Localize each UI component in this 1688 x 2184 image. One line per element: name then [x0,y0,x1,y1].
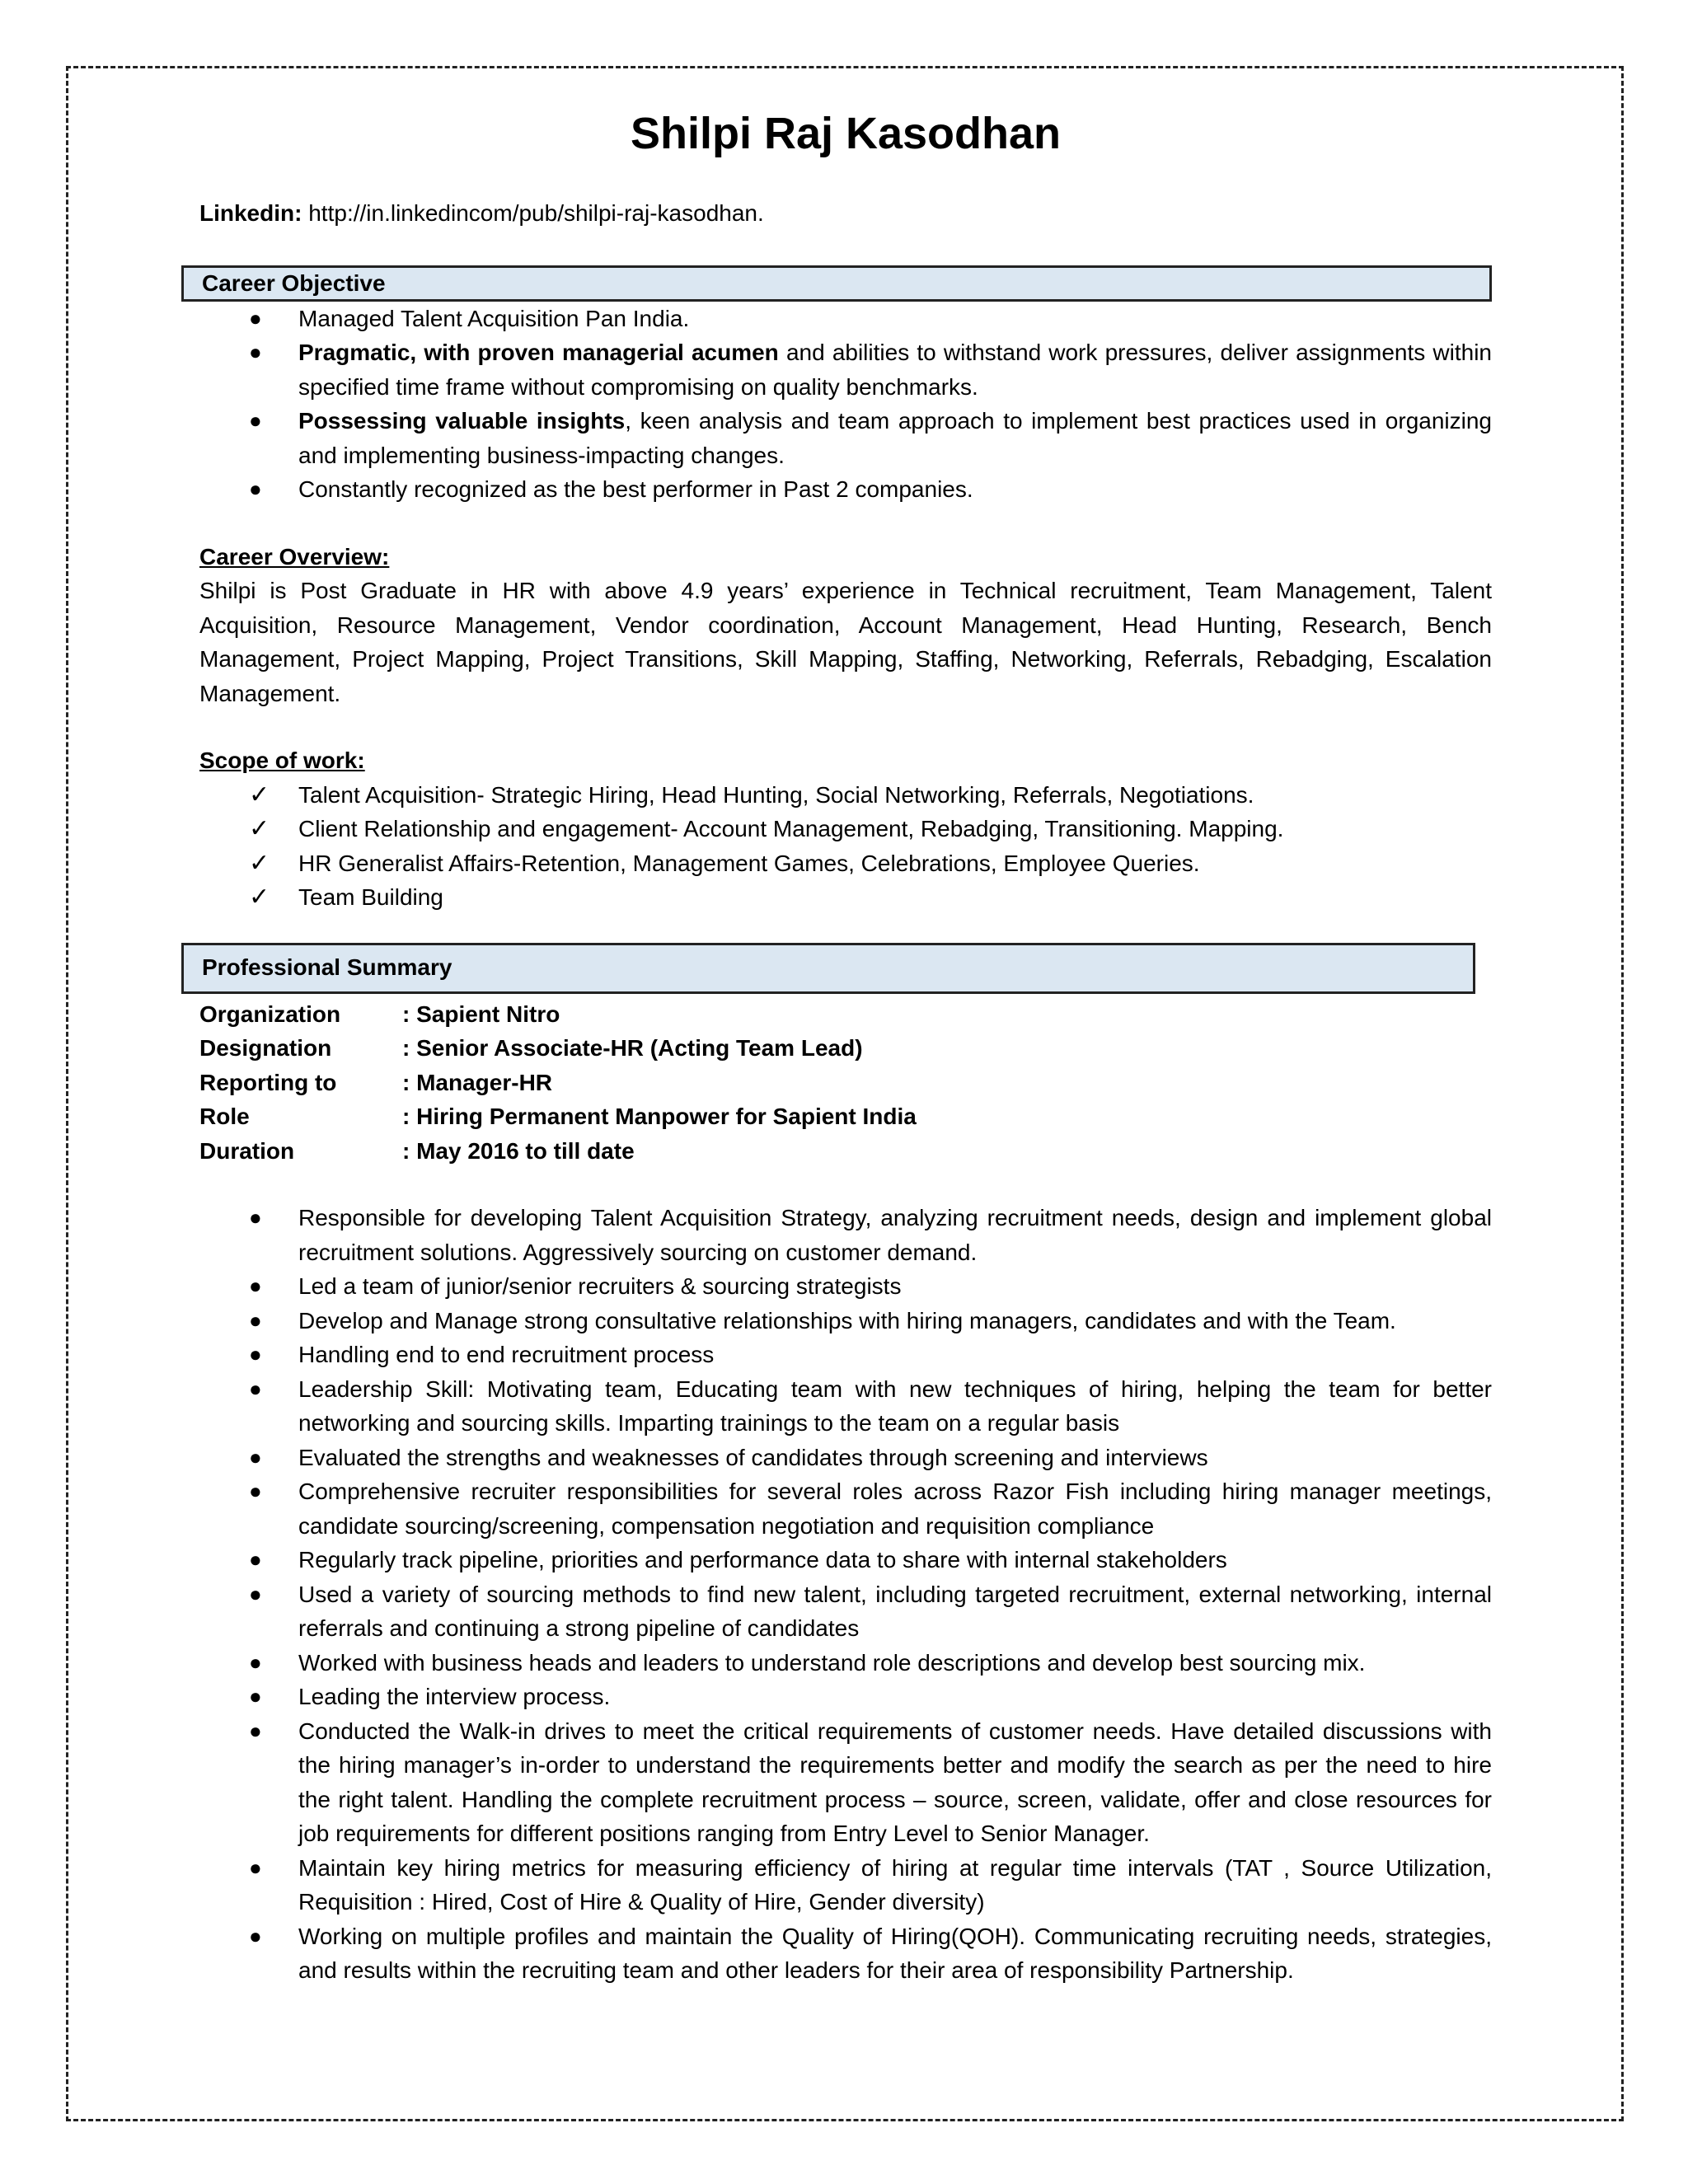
list-item: ✓ Talent Acquisition- Strategic Hiring, Head Hunting, Social Networking, Referrals, Negotiations. [199,778,1492,813]
checkmark-icon: ✓ [249,849,270,877]
bullet-icon: ● [249,1479,262,1503]
bullet-icon: ● [249,1649,262,1675]
scope-of-work-heading: Scope of work: [199,748,365,773]
list-item: ● Leadership Skill: Motivating team, Educating team with new techniques of hiring, helping the team for better networking and sourcing skills. Imparting trainings to the team on a regular basis [199,1372,1492,1441]
list-item: ● Handling end to end recruitment process [199,1338,1492,1372]
bullet-icon: ● [249,408,262,433]
job-detail-row: Organization : Sapient Nitro [199,1001,560,1027]
bullet-icon: ● [249,1444,262,1469]
job-details [199,997,1492,1169]
checkmark-icon: ✓ [249,815,270,842]
list-item: ● Managed Talent Acquisition Pan India. [199,302,1492,336]
bullet-icon: ● [249,476,262,501]
list-item: ● Pragmatic, with proven managerial acumen and abilities to withstand work pressures, deliver assignments within specified time frame without compromising on quality benchmarks. [199,335,1492,404]
bullet-icon: ● [249,1342,262,1366]
professional-summary-header: Professional Summary [181,943,1475,994]
list-item: ● Constantly recognized as the best performer in Past 2 companies. [199,472,1492,507]
list-item: ● Working on multiple profiles and maintain the Quality of Hiring(QOH). Communicating recruiting needs, strategies, and results within the recruiting team and other leaders for their area of responsibility Partnership. [199,1919,1492,1988]
bullet-icon: ● [249,1273,262,1298]
bullet-icon: ● [249,305,262,330]
list-item: ● Possessing valuable insights, keen analysis and team approach to implement best practices used in organizing and implementing business-impacting changes. [199,404,1492,472]
linkedin-url[interactable]: http://in.linkedincom/pub/shilpi-raj-kasodhan. [308,200,764,226]
job-detail-row: Role : Hiring Permanent Manpower for Sapient India [199,1104,917,1129]
list-item: ● Develop and Manage strong consultative relationships with hiring managers, candidates and with the Team. [199,1304,1492,1338]
career-overview-text: Shilpi is Post Graduate in HR with above 4.9 years’ experience in Technical recruitment, Team Management, Talent Acquisition, Resource Management, Vendor coordination, Account Management, Head Hunting, Research, Bench Management, Project Mapping, Project Transitions, Skill Mapping, Staffing, Networking, Referrals, Rebadging, Escalation Management. [199,578,1492,706]
bullet-icon: ● [249,1547,262,1572]
list-item: ● Leading the interview process. [199,1680,1492,1714]
list-item: ● Responsible for developing Talent Acquisition Strategy, analyzing recruitment needs, design and implement global recruitment solutions. Aggressively sourcing on customer demand. [199,1201,1492,1269]
list-item: ✓ Client Relationship and engagement- Account Management, Rebadging, Transitioning. Mapping. [199,812,1492,846]
list-item: ✓ HR Generalist Affairs-Retention, Management Games, Celebrations, Employee Queries. [199,846,1492,881]
list-item: ● Worked with business heads and leaders to understand role descriptions and develop best sourcing mix. [199,1646,1492,1680]
resume-document [199,99,1492,1988]
bullet-icon: ● [249,1376,262,1401]
job-detail-row: Reporting to : Manager-HR [199,1069,553,1095]
scope-of-work-list [199,778,1492,915]
list-item: ● Used a variety of sourcing methods to find new talent, including targeted recruitment, external networking, internal referrals and continuing a strong pipeline of candidates [199,1577,1492,1646]
bullet-icon: ● [249,1581,262,1606]
career-overview-heading: Career Overview: [199,543,390,569]
bullet-icon: ● [249,340,262,364]
list-item: ● Conducted the Walk-in drives to meet the critical requirements of customer needs. Have detailed discussions with the hiring manager’s in-order to understand the requirements better and modify the search as per the need to hire the right talent. Handling the complete recruitment process – source, screen, validate, offer and close resources for job requirements for different positions ranging from Entry Level to Senior Manager. [199,1714,1492,1851]
bullet-icon: ● [249,1718,262,1743]
bullet-icon: ● [249,1854,262,1880]
career-objective-list [199,302,1492,507]
list-item: ● Regularly track pipeline, priorities and performance data to share with internal stakeholders [199,1543,1492,1577]
list-item: ✓ Team Building [199,880,1492,915]
bullet-icon: ● [249,1307,262,1333]
bullet-icon: ● [249,1205,262,1230]
job-detail-row: Duration : May 2016 to till date [199,1137,635,1164]
job-detail-row: Designation : Senior Associate-HR (Acting Team Lead) [199,1035,863,1061]
career-objective-header: Career Objective [181,265,1492,302]
candidate-name: Shilpi Raj Kasodhan [630,109,1062,158]
bullet-icon: ● [249,1923,262,1948]
responsibilities-list [199,1201,1492,1988]
checkmark-icon: ✓ [249,780,270,808]
linkedin-label: Linkedin: [199,200,302,226]
bullet-icon: ● [249,1684,262,1708]
list-item: ● Comprehensive recruiter responsibilities for several roles across Razor Fish including hiring manager meetings, candidate sourcing/screening, compensation negotiation and requisition compliance [199,1474,1492,1543]
linkedin-line [199,196,1492,231]
list-item: ● Evaluated the strengths and weaknesses of candidates through screening and interviews [199,1441,1492,1475]
checkmark-icon: ✓ [249,883,270,911]
list-item: ● Led a team of junior/senior recruiters & sourcing strategists [199,1269,1492,1304]
list-item: ● Maintain key hiring metrics for measuring efficiency of hiring at regular time intervals (TAT , Source Utilization, Requisition : Hired, Cost of Hire & Quality of Hire, Gender diversity) [199,1851,1492,1919]
